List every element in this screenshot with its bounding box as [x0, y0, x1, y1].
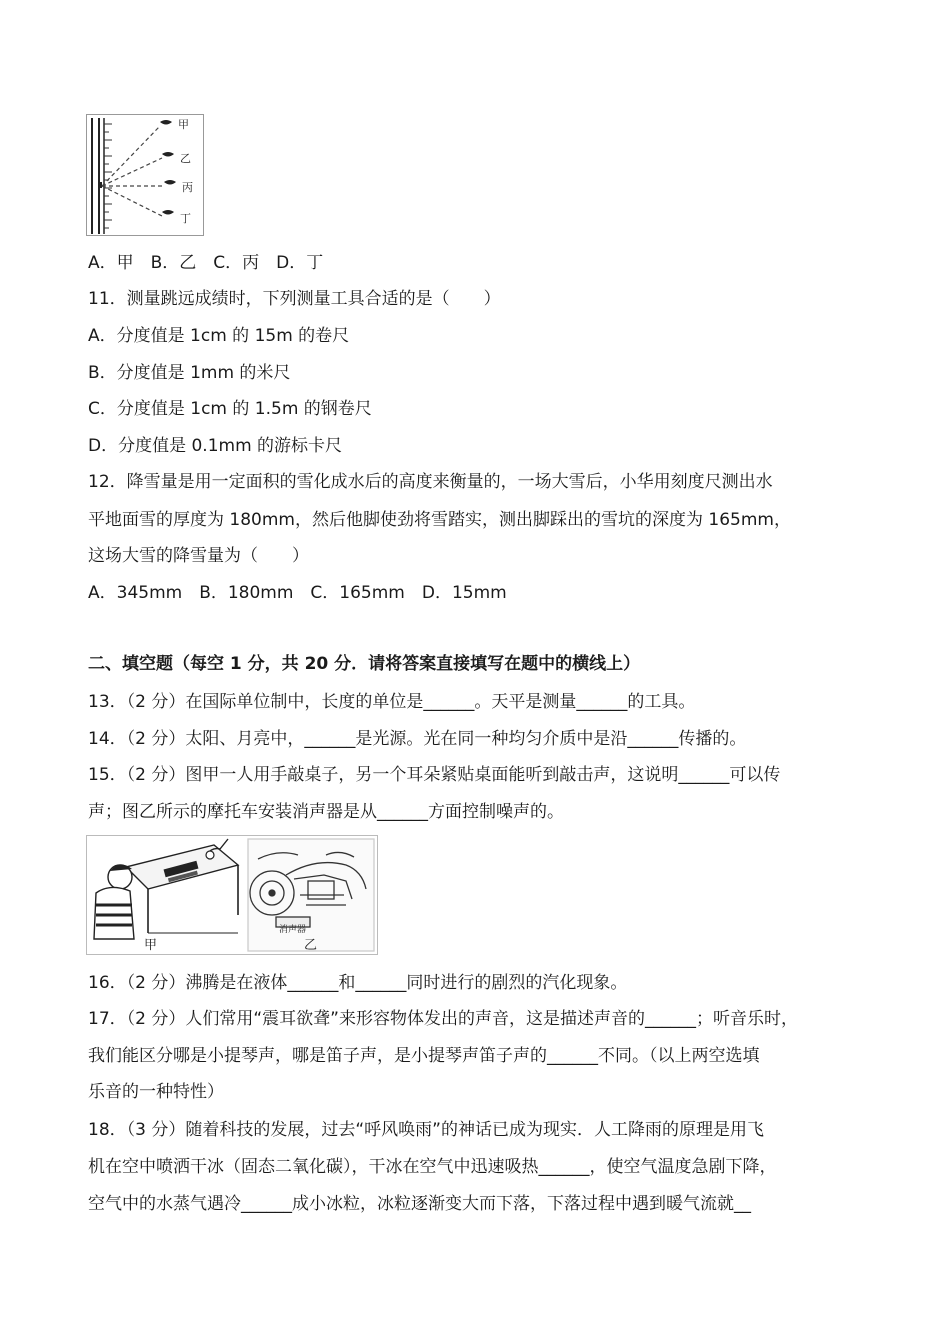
q12-line-3: 这场大雪的降雪量为（ ） — [88, 546, 309, 566]
sound-transmission-figure — [86, 835, 378, 955]
figure-label-jia: 甲 — [144, 938, 158, 953]
q12-line-1: 12．降雪量是用一定面积的雪化成水后的高度来衡量的，一场大雪后，小华用刻度尺测出水 — [88, 472, 773, 492]
q11-option-c: C．分度值是 1cm 的 1.5m 的钢卷尺 — [88, 399, 372, 419]
q12-line-2: 平地面雪的厚度为 180mm，然后他脚使劲将雪踏实，测出脚踩出的雪坑的深度为 165mm， — [88, 510, 791, 530]
q15-line-1: 15．（2 分）图甲一人用手敲桌子，另一个耳朵紧贴桌面能听到敲击声，这说明______可以传 — [88, 765, 781, 785]
q13: 13．（2 分）在国际单位制中，长度的单位是______。天平是测量______的工具。 — [88, 692, 696, 712]
ruler-label-jia: 甲 — [178, 118, 189, 131]
q11-option-d: D．分度值是 0.1mm 的游标卡尺 — [88, 436, 343, 456]
section2-heading: 二、填空题（每空 1 分，共 20 分．请将答案直接填写在题中的横线上） — [88, 654, 641, 674]
q15-line-2: 声；图乙所示的摩托车安装消声器是从______方面控制噪声的。 — [88, 802, 564, 822]
q11-option-b: B．分度值是 1mm 的米尺 — [88, 363, 291, 383]
q17-line-1: 17．（2 分）人们常用“震耳欲聋”来形容物体发出的声音，这是描述声音的______；听音乐时， — [88, 1009, 798, 1029]
q16: 16．（2 分）沸腾是在液体______和______同时进行的剧烈的汽化现象。 — [88, 973, 628, 993]
q17-line-2: 我们能区分哪是小提琴声，哪是笛子声，是小提琴声笛子声的______不同。（以上两空选填 — [88, 1046, 760, 1066]
muffler-label: 消声器 — [279, 925, 307, 935]
motorcycle-illustration — [248, 839, 374, 951]
q17-line-3: 乐音的一种特性） — [88, 1082, 224, 1102]
q18-line-3: 空气中的水蒸气遇冷______成小冰粒，冰粒逐渐变大而下落，下落过程中遇到暖气流就__ — [88, 1194, 751, 1214]
q11-option-a: A．分度值是 1cm 的 15m 的卷尺 — [88, 326, 350, 346]
ruler-label-ding: 丁 — [180, 212, 191, 225]
ruler-viewing-figure — [86, 114, 204, 236]
figure-label-yi: 乙 — [304, 938, 318, 953]
q14: 14．（2 分）太阳、月亮中，______是光源。光在同一种均匀介质中是沿______传播的。 — [88, 729, 747, 749]
q18-line-2: 机在空中喷洒干冰（固态二氧化碳），干冰在空气中迅速吸热______，使空气温度急剧下降， — [88, 1157, 777, 1177]
q10-options: A．甲 B．乙 C．丙 D．丁 — [88, 253, 324, 273]
q12-options: A．345mm B．180mm C．165mm D．15mm — [88, 583, 507, 603]
q11-stem: 11．测量跳远成绩时，下列测量工具合适的是（ ） — [88, 289, 501, 309]
ruler-label-bing: 丙 — [182, 181, 193, 194]
q18-line-1: 18．（3 分）随着科技的发展，过去“呼风唤雨”的神话已成为现实．人工降雨的原理是用飞 — [88, 1120, 764, 1140]
ruler-label-yi: 乙 — [180, 152, 191, 165]
